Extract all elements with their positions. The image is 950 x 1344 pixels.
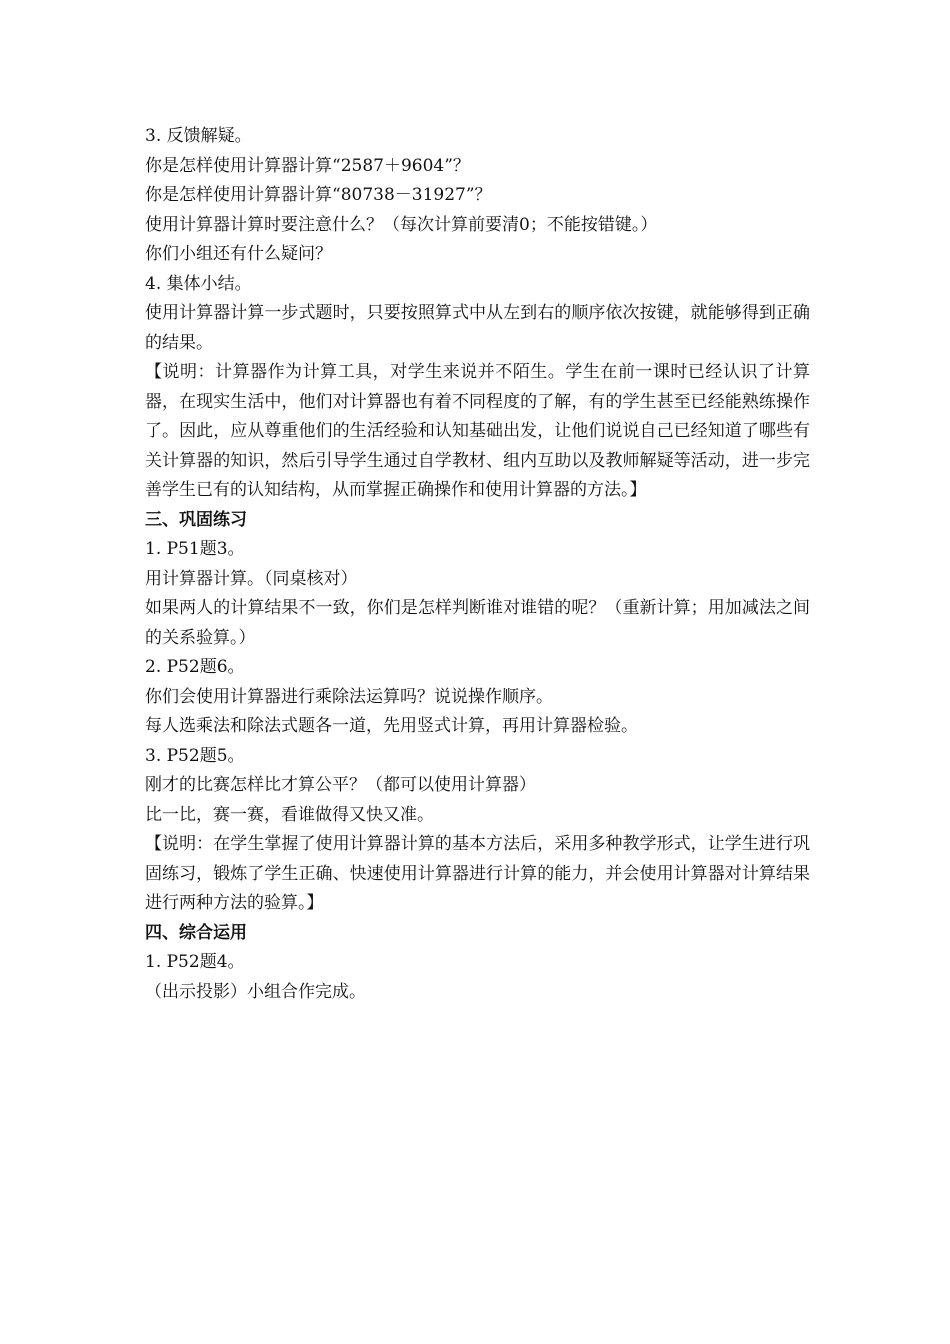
exercise-line: 用计算器计算。（同桌核对） (145, 568, 358, 589)
question-line: 使用计算器计算时要注意什么？（每次计算前要清0；不能按错键。） (145, 214, 658, 235)
exercise-heading: 3. P52题5。 (145, 745, 245, 766)
note-paragraph: 【说明：在学生掌握了使用计算器计算的基本方法后，采用多种教学形式，让学生进行巩固练习，锻炼了学生正确、快速使用计算器进行计算的能力，并会使用计算器对计算结果进行两种方法的验算。】 (145, 834, 810, 913)
question-line: 你们小组还有什么疑问？ (145, 244, 332, 264)
exercise-heading: 1. P51题3。 (145, 539, 245, 559)
exercise-line: 你们会使用计算器进行乘除法运算吗？说说操作顺序。 (145, 686, 553, 707)
document-body (145, 122, 810, 1007)
summary-paragraph: 使用计算器计算一步式题时，只要按照算式中从左到右的顺序依次按键，就能够得到正确的结果。 (145, 303, 810, 353)
question-line: 你是怎样使用计算器计算“2587＋9604”？ (145, 155, 470, 176)
exercise-line: 刚才的比赛怎样比才算公平？（都可以使用计算器） (145, 775, 536, 795)
exercise-heading: 2. P52题6。 (145, 657, 245, 677)
feedback-heading: 3. 反馈解疑。 (145, 126, 252, 146)
summary-heading: 4. 集体小结。 (145, 273, 252, 294)
section-heading-application: 四、综合运用 (145, 922, 247, 943)
exercise-line: 比一比，赛一赛，看谁做得又快又准。 (145, 804, 434, 825)
note-paragraph: 【说明：计算器作为计算工具，对学生来说并不陌生。学生在前一课时已经认识了计算器，在现实生活中，他们对计算器也有着不同程度的了解，有的学生甚至已经能熟练操作了。因此，应从尊重他们的生活经验和认知基础出发，让他们说说自己已经知道了哪些有关计算器的知识，然后引导学生通过自学教材、组内互助以及教师解疑等活动，进一步完善学生已有的认知结构，从而掌握正确操作和使用计算器的方法。】 (145, 362, 810, 500)
exercise-paragraph: 如果两人的计算结果不一致，你们是怎样判断谁对谁错的呢？（重新计算；用加减法之间的关系验算。） (145, 598, 810, 648)
application-heading: 1. P52题4。 (145, 952, 245, 972)
question-line: 你是怎样使用计算器计算“80738－31927”？ (145, 185, 492, 205)
exercise-line: 每人选乘法和除法式题各一道，先用竖式计算，再用计算器检验。 (145, 716, 638, 736)
section-heading-practice: 三、巩固练习 (145, 509, 247, 530)
application-line: （出示投影）小组合作完成。 (145, 981, 366, 1002)
